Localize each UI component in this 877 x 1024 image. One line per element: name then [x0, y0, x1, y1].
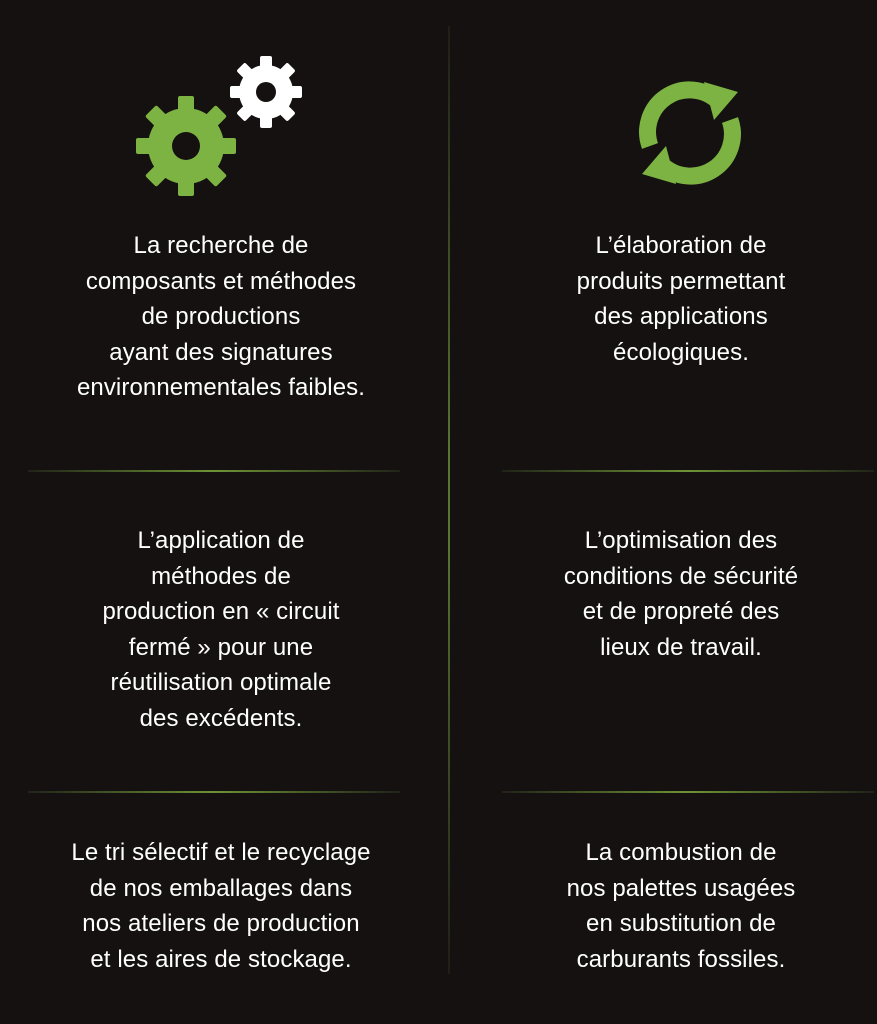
vertical-divider [448, 26, 450, 974]
text-line: écologiques. [613, 338, 749, 366]
text-line: des excédents. [139, 704, 303, 732]
text-line: fermé » pour une [128, 633, 314, 661]
text-line: en substitution de [586, 910, 776, 937]
text-line: lieux de travail. [600, 633, 762, 661]
text-line: réutilisation optimale [110, 669, 332, 696]
horizontal-divider-left-1 [28, 470, 400, 472]
text-line: produits permettant [576, 267, 786, 295]
text-line: et les aires de stockage. [90, 945, 352, 973]
gear-icon [136, 96, 236, 196]
text-line: Le tri sélectif et le recyclage [71, 839, 371, 866]
text-line: et de propreté des [582, 598, 780, 625]
commitment-text-top-right [471, 228, 877, 370]
commitment-text-bottom-right [471, 835, 877, 977]
refresh-icon [630, 68, 750, 198]
text-line: des applications [594, 303, 768, 330]
text-line: nos ateliers de production [82, 910, 360, 937]
horizontal-divider-left-2 [28, 791, 400, 793]
text-line: carburants fossiles. [576, 945, 786, 973]
commitment-text-middle-right [471, 523, 877, 665]
text-line: méthodes de [151, 562, 291, 590]
commitment-text-middle-left [11, 523, 431, 736]
horizontal-divider-right-1 [502, 470, 874, 472]
text-line: de productions [141, 303, 301, 330]
text-line: L’application de [137, 527, 305, 554]
commitment-text-bottom-left [11, 835, 431, 977]
commitment-text-top-left [11, 228, 431, 406]
text-line: L’élaboration de [595, 232, 767, 259]
text-line: nos palettes usagées [566, 874, 796, 902]
text-line: La recherche de [133, 232, 309, 259]
gears-icon [132, 52, 308, 200]
gear-icon [230, 56, 302, 128]
text-line: production en « circuit [102, 598, 340, 625]
text-line: L’optimisation des [584, 527, 778, 554]
text-line: environnementales faibles. [76, 374, 366, 401]
text-line: ayant des signatures [109, 338, 333, 366]
text-line: conditions de sécurité [563, 562, 799, 590]
text-line: composants et méthodes [85, 267, 357, 295]
horizontal-divider-right-2 [502, 791, 874, 793]
text-line: La combustion de [585, 839, 777, 866]
text-line: de nos emballages dans [89, 874, 353, 902]
